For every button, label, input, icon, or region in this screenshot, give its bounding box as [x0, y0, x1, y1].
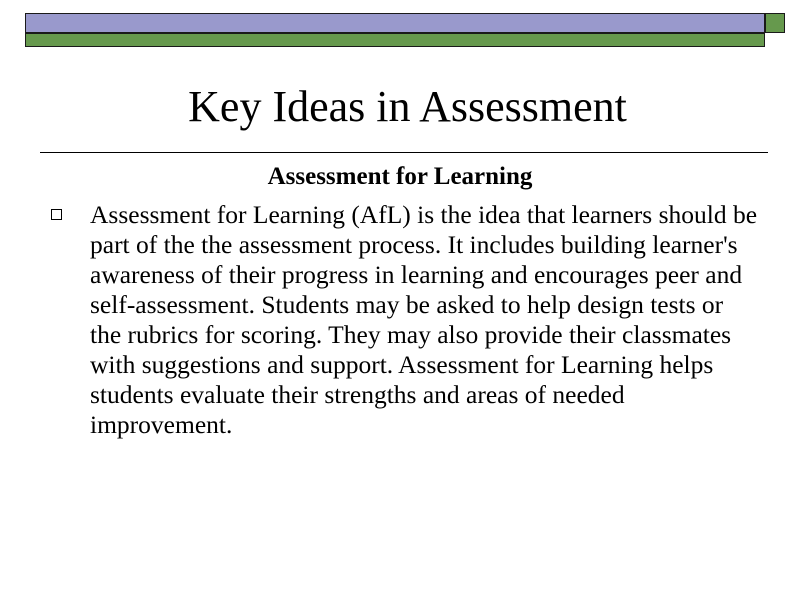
slide-title: Key Ideas in Assessment [188, 82, 627, 132]
title-divider [40, 152, 768, 153]
hollow-square-bullet-icon [51, 209, 62, 220]
decorative-corner-square [765, 13, 785, 33]
decorative-top-bar [25, 13, 765, 33]
decorative-accent-bar [25, 33, 765, 47]
bullet-text: Assessment for Learning (AfL) is the idea that learners should be part of the the assessment process. It includes building learner's awareness of their progress in learning and encourages peer and self-assessment. Students may be asked to help design tests or the rubrics for scoring. They may also provide their classmates with suggestions and support. Assessment for Learning helps students evaluate their strengths and areas of needed improvement. [90, 200, 758, 439]
section-heading: Assessment for Learning [267, 163, 533, 190]
